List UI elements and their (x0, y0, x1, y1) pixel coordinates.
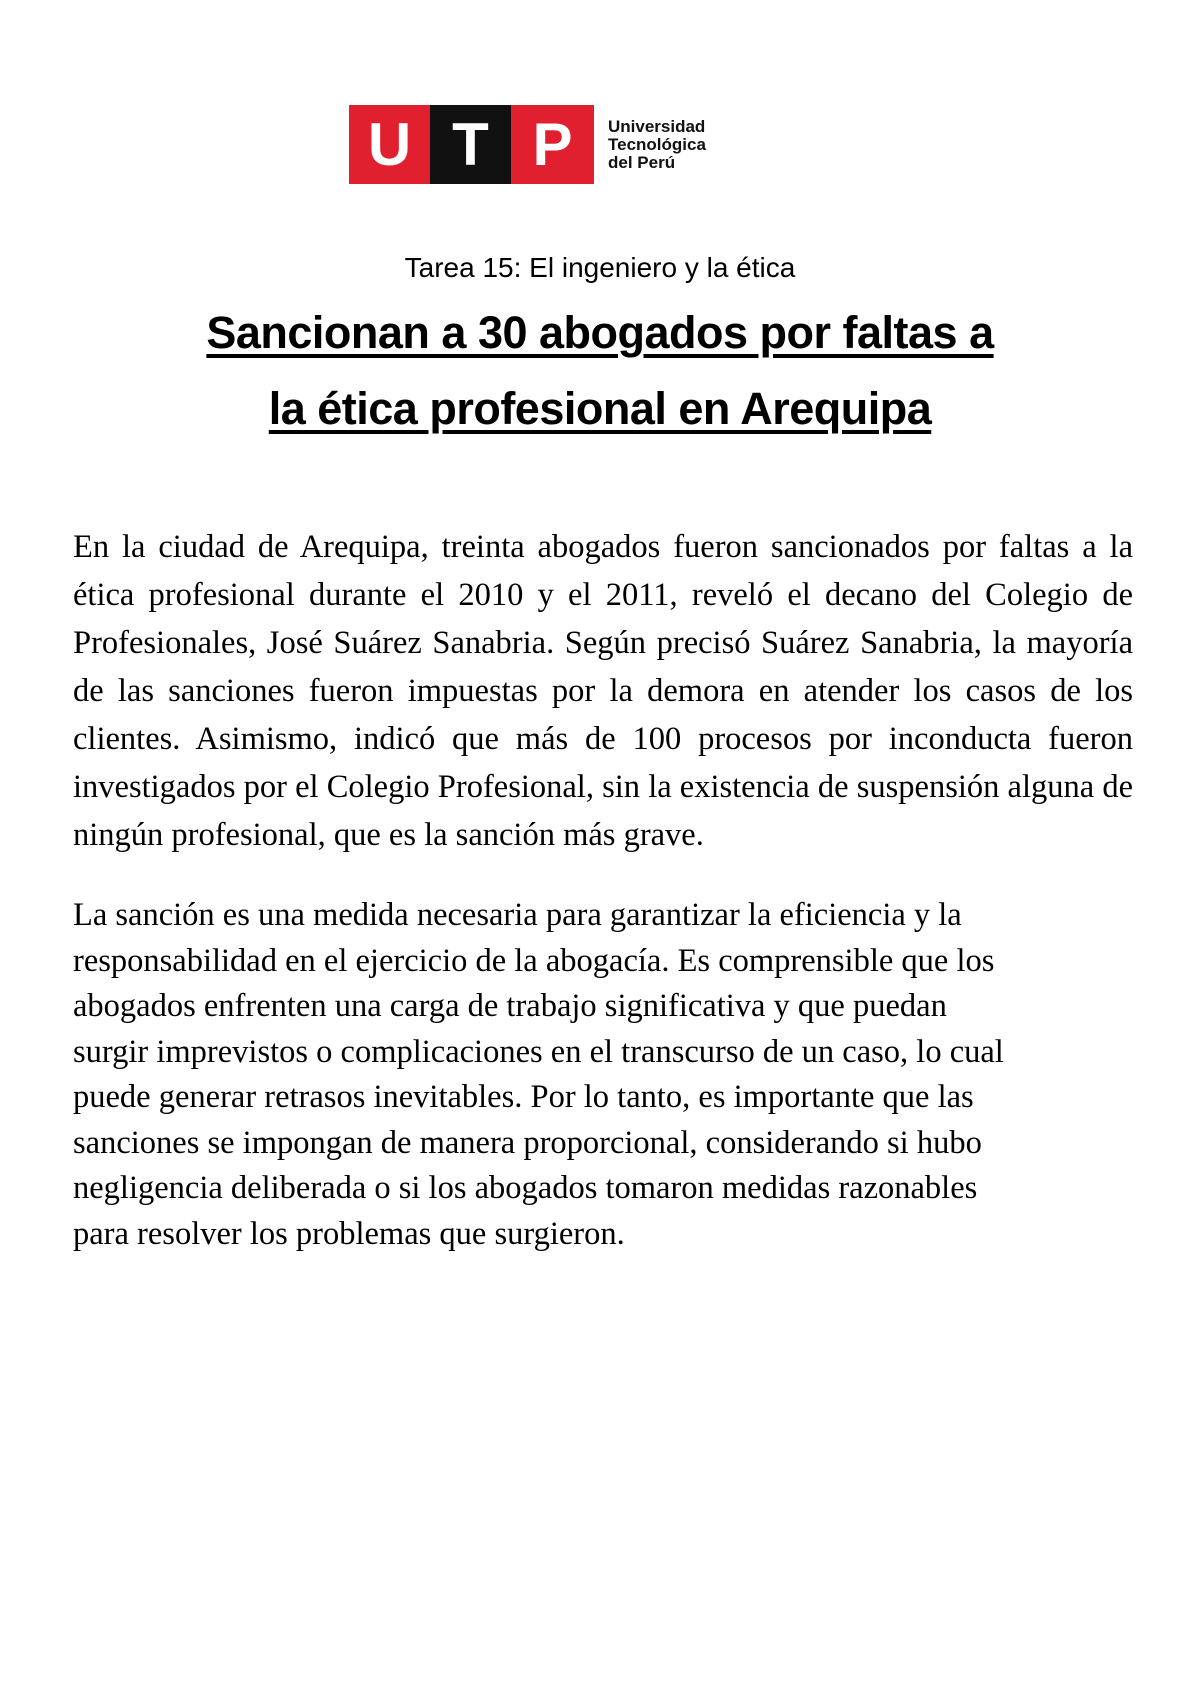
logo-name-line-3: del Perú (608, 152, 676, 172)
paragraph-2-line: La sanción es una medida necesaria para garantizar la eficiencia y la (73, 897, 962, 933)
logo-letter-t: T (430, 105, 511, 184)
paragraph-2-line: negligencia deliberada o si los abogados tomaron medidas razonables (73, 1170, 978, 1206)
logo-letter-p: P (511, 105, 594, 184)
utp-logo (349, 105, 706, 184)
paragraph-2-line: sanciones se impongan de manera proporcional, considerando si hubo (73, 1124, 982, 1161)
logo-name-line-2: Tecnológica (608, 134, 706, 154)
headline-line-1: Sancionan a 30 abogados por faltas a (206, 307, 994, 358)
paragraph-2-line: responsabilidad en el ejercicio de la abogacía. Es comprensible que los (73, 942, 995, 979)
logo-letter-u: U (349, 105, 430, 184)
article-headline (90, 295, 1110, 447)
logo-university-name (608, 118, 706, 172)
paragraph-2-line: abogados enfrenten una carga de trabajo significativa y que puedan (73, 988, 947, 1024)
body-paragraph-1: En la ciudad de Arequipa, treinta abogados fueron sancionados por faltas a la ética profesional durante el 2010 y el 2011, reveló el decano del Colegio de Profesionales, José Suárez Sanabria. Según precisó Suárez Sanabria, la mayoría de las sanciones fueron impuestas por la demora en atender los casos de los clientes. Asimismo, indicó que más de 100 procesos por inconducta fueron investigados por el Colegio Profesional, sin la existencia de suspensión alguna de ningún profesional, que es la sanción más grave. (73, 528, 1133, 853)
paragraph-2-line: para resolver los problemas que surgieron. (73, 1215, 625, 1252)
body-paragraph-2 (73, 893, 1133, 1257)
assignment-title: Tarea 15: El ingeniero y la ética (404, 252, 796, 283)
paragraph-2-line: puede generar retrasos inevitables. Por lo tanto, es importante que las (73, 1079, 974, 1115)
logo-name-line-1: Universidad (608, 116, 706, 136)
headline-line-2: la ética profesional en Arequipa (268, 383, 932, 434)
paragraph-2-line: surgir imprevistos o complicaciones en el transcurso de un caso, lo cual (73, 1033, 1004, 1070)
